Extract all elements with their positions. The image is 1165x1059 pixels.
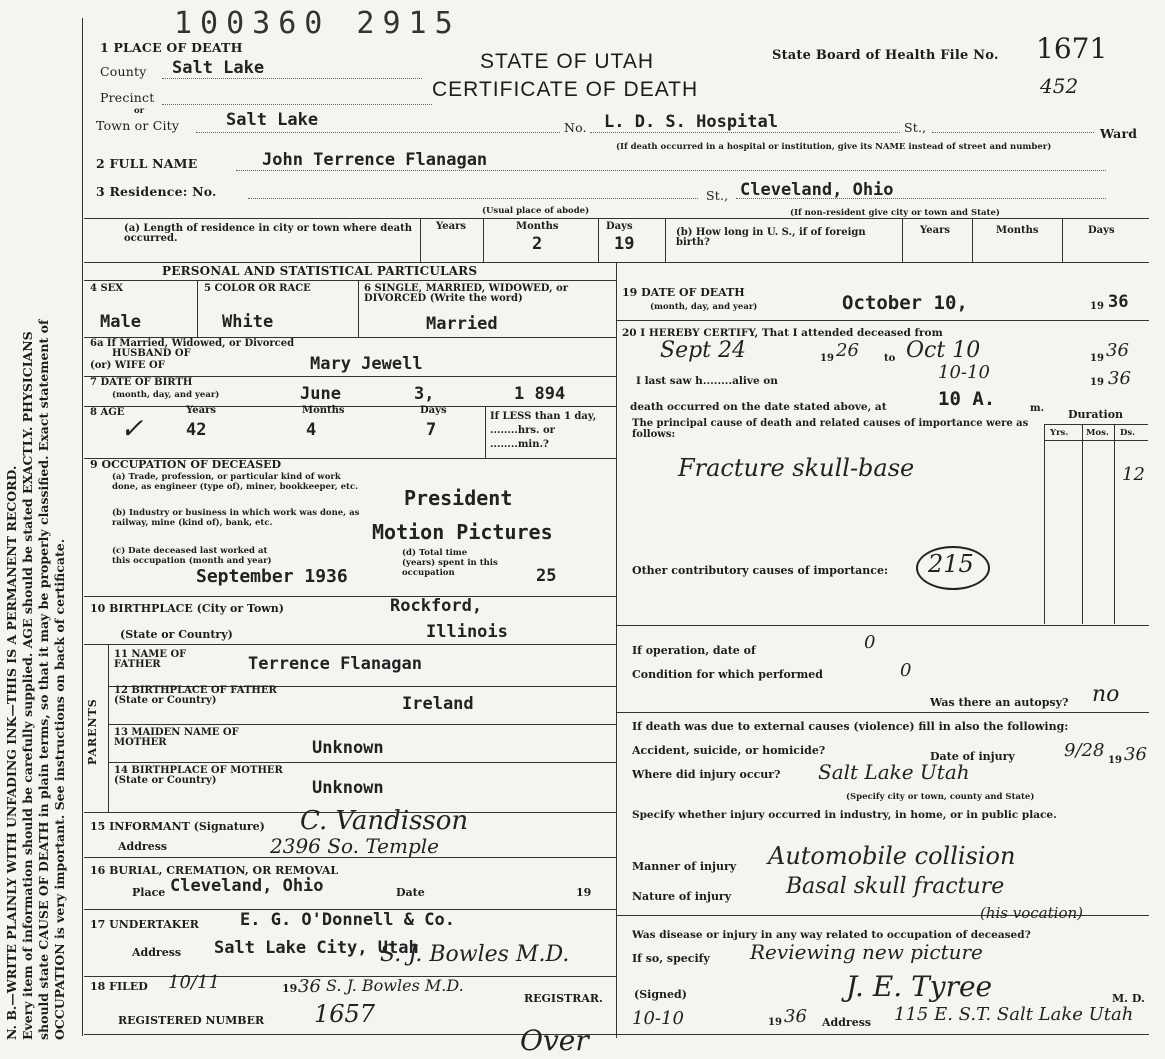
injury-year-prefix: 19 bbox=[1108, 755, 1122, 766]
physician-address: 115 E. S.T. Salt Lake Utah bbox=[894, 1004, 1134, 1025]
age-days-label: Days bbox=[420, 405, 447, 416]
attended-to: Oct 10 bbox=[906, 338, 981, 363]
husband-label: HUSBAND OF bbox=[112, 348, 191, 359]
rule bbox=[1044, 440, 1148, 441]
margin-line: should state CAUSE OF DEATH in plain terms, so that it may be properly classified. Exact statement of bbox=[36, 319, 51, 1040]
death-time: 10 A. bbox=[938, 388, 996, 410]
last-year-prefix: 19 bbox=[1090, 377, 1104, 388]
color-label: 5 COLOR OR RACE bbox=[204, 283, 311, 294]
marital-label: 6 SINGLE, MARRIED, WIDOWED, or DIVORCED (Write the word) bbox=[364, 283, 569, 304]
age-label: 8 AGE bbox=[90, 407, 125, 418]
informant-signature: C. Vandisson bbox=[300, 806, 469, 836]
age-less-label: If LESS than 1 day, ........hrs. or ........min.? bbox=[490, 411, 597, 450]
duration-label: Duration bbox=[1068, 408, 1124, 421]
us-residence-label: (b) How long in U. S., if of foreign birth? bbox=[676, 227, 866, 248]
length-of-residence-label: (a) Length of residence in city or town where death occurred. bbox=[124, 223, 413, 244]
rule bbox=[485, 406, 486, 458]
manner-value: Automobile collision bbox=[768, 842, 1016, 870]
occupation-d-value: 25 bbox=[536, 566, 557, 586]
sex-label: 4 SEX bbox=[90, 283, 124, 294]
cause-code: 215 bbox=[928, 550, 974, 578]
residence-value: Cleveland, Ohio bbox=[740, 180, 894, 200]
filed-year: 36 bbox=[298, 976, 321, 997]
death-date-value: October 10, bbox=[842, 292, 968, 314]
age-months-label: Months bbox=[302, 405, 345, 416]
rule bbox=[197, 280, 198, 337]
rule bbox=[420, 218, 421, 262]
residence-days: 19 bbox=[614, 234, 635, 254]
death-year-prefix: 19 bbox=[1090, 301, 1104, 312]
dob-month: June bbox=[300, 384, 341, 404]
margin-instructions bbox=[4, 40, 68, 1040]
occupation-d-label: (d) Total time (years) spent in this occupation bbox=[402, 548, 498, 578]
rule bbox=[616, 712, 1149, 713]
age-years-label: Years bbox=[186, 405, 217, 416]
nature-label: Nature of injury bbox=[632, 890, 732, 903]
rule bbox=[616, 625, 1149, 626]
rule bbox=[972, 218, 973, 262]
attended-to-year: 36 bbox=[1106, 340, 1129, 361]
birthplace-state: Illinois bbox=[426, 622, 508, 642]
accident-label: Accident, suicide, or homicide? bbox=[632, 744, 826, 757]
signed-date: 10-10 bbox=[632, 1008, 684, 1029]
dob-label: 7 DATE OF BIRTH bbox=[90, 377, 193, 388]
cause-duration-days: 12 bbox=[1122, 464, 1145, 485]
age-months: 4 bbox=[306, 420, 317, 440]
occupation-a-label: (a) Trade, profession, or particular kind of work done, as engineer (type of), miner, bookkeeper, etc. bbox=[112, 472, 359, 492]
rule bbox=[108, 644, 109, 812]
operation-label: If operation, date of bbox=[632, 644, 756, 657]
rule bbox=[84, 262, 1149, 263]
father-name: Terrence Flanagan bbox=[248, 654, 422, 674]
ward-label: Ward bbox=[1100, 126, 1138, 141]
rule bbox=[1044, 424, 1148, 425]
mother-name-label: 13 MAIDEN NAME OF MOTHER bbox=[114, 727, 239, 748]
occupation-c-value: September 1936 bbox=[196, 566, 348, 587]
last-saw-label: I last saw h........alive on bbox=[636, 375, 778, 387]
rule bbox=[84, 280, 616, 281]
filed-year-prefix: 19 bbox=[282, 982, 298, 995]
hospital-value: L. D. S. Hospital bbox=[604, 112, 778, 132]
manner-label: Manner of injury bbox=[632, 860, 737, 873]
external-intro: If death was due to external causes (violence) fill in also the following: bbox=[632, 720, 1069, 733]
physician-address-label: Address bbox=[822, 1016, 872, 1029]
filed-signature: S. J. Bowles M.D. bbox=[326, 976, 464, 995]
left-border bbox=[82, 18, 83, 1036]
principal-cause-label: The principal cause of death and related causes of importance were as follows: bbox=[632, 418, 1029, 440]
undertaker-value: E. G. O'Donnell & Co. bbox=[240, 910, 455, 930]
informant-label: 15 INFORMANT (Signature) bbox=[90, 820, 265, 833]
autopsy-value: no bbox=[1092, 682, 1120, 707]
attended-from-year: 26 bbox=[836, 340, 859, 361]
center-divider bbox=[616, 262, 617, 1038]
undertaker-address-label: Address bbox=[132, 946, 182, 959]
registrar-label: REGISTRAR. bbox=[524, 992, 603, 1005]
injury-year: 36 bbox=[1124, 744, 1147, 765]
autopsy-label: Was there an autopsy? bbox=[930, 696, 1069, 709]
removal-date-label: Date bbox=[396, 886, 425, 899]
rule bbox=[665, 218, 666, 262]
to-year-prefix: 19 bbox=[1090, 353, 1104, 364]
fill-line bbox=[162, 104, 432, 105]
or-label: or bbox=[134, 106, 145, 116]
full-name-label: 2 FULL NAME bbox=[96, 156, 198, 171]
m-label: m. bbox=[1030, 403, 1045, 414]
occurred-label: death occurred on the date stated above, at bbox=[630, 401, 887, 413]
color-value: White bbox=[222, 312, 274, 332]
town-value: Salt Lake bbox=[226, 110, 319, 130]
where-note: (Specify city or town, county and State) bbox=[846, 792, 1035, 802]
signed-year-prefix: 19 bbox=[768, 1017, 782, 1028]
us-months-label: Months bbox=[996, 225, 1039, 236]
last-year: 36 bbox=[1108, 368, 1131, 389]
attended-from: Sept 24 bbox=[660, 338, 747, 363]
physician-signature: J. E. Tyree bbox=[846, 970, 993, 1003]
birthplace-label: 10 BIRTHPLACE (City or Town) bbox=[90, 602, 284, 615]
filed-date: 10/11 bbox=[168, 972, 220, 993]
fill-line bbox=[736, 198, 1106, 199]
removal-label: 16 BURIAL, CREMATION, OR REMOVAL bbox=[90, 864, 339, 877]
file-label: State Board of Health File No. bbox=[772, 48, 999, 63]
certify-label: 20 I HEREBY CERTIFY, That I attended deceased from bbox=[622, 327, 943, 339]
fill-line bbox=[590, 132, 900, 133]
place-of-death-label: 1 PLACE OF DEATH bbox=[100, 40, 243, 55]
rule bbox=[1044, 424, 1045, 624]
occupation-label: 9 OCCUPATION OF DECEASED bbox=[90, 458, 282, 471]
wife-label: (or) WIFE OF bbox=[90, 360, 165, 371]
nonresident-note: (If non-resident give city or town and State) bbox=[790, 208, 1000, 218]
filed-label: 18 FILED bbox=[90, 980, 148, 993]
occupation-b-label: (b) Industry or business in which work was done, as railway, mine (kind of), bank, etc. bbox=[112, 508, 360, 528]
specify-label: Specify whether injury occurred in industry, in home, or in public place. bbox=[632, 809, 1057, 821]
ds-label: Ds. bbox=[1120, 428, 1136, 438]
usual-abode-note: (Usual place of abode) bbox=[482, 206, 590, 216]
to-label: to bbox=[884, 353, 896, 364]
rule bbox=[108, 762, 616, 763]
undertaker-address: Salt Lake City, Utah bbox=[214, 938, 419, 958]
if-so-label: If so, specify bbox=[632, 952, 710, 965]
removal-place-label: Place bbox=[132, 886, 166, 899]
age-checkmark: ✓ bbox=[120, 412, 144, 445]
father-name-label: 11 NAME OF FATHER bbox=[114, 649, 187, 670]
occupation-b-value: Motion Pictures bbox=[372, 520, 553, 544]
mother-birthplace-label: 14 BIRTHPLACE OF MOTHER (State or Country) bbox=[114, 765, 283, 786]
rule bbox=[84, 218, 1149, 219]
full-name-value: John Terrence Flanagan bbox=[262, 150, 488, 170]
serial-number: 100360 2915 bbox=[174, 6, 461, 41]
file-note: 452 bbox=[1040, 74, 1079, 98]
hospital-note: (If death occurred in a hospital or institution, give its NAME instead of street and number) bbox=[616, 142, 1052, 152]
death-year: 36 bbox=[1108, 292, 1129, 312]
margin-line: Every item of information should be carefully supplied. AGE should be stated EXACTLY. PHYSICIANS bbox=[20, 331, 35, 1040]
from-year-prefix: 19 bbox=[820, 353, 834, 364]
injury-date-label: Date of injury bbox=[930, 750, 1015, 763]
months-label: Months bbox=[516, 221, 559, 232]
occupation-c-label: (c) Date deceased last worked at this occupation (month and year) bbox=[112, 546, 272, 566]
rule bbox=[358, 280, 359, 337]
birthplace-city: Rockford, bbox=[390, 596, 483, 616]
years-label: Years bbox=[436, 221, 467, 232]
st-label: St., bbox=[904, 120, 927, 135]
sex-value: Male bbox=[100, 312, 141, 332]
rule bbox=[598, 218, 599, 262]
spouse-value: Mary Jewell bbox=[310, 354, 423, 374]
town-label: Town or City bbox=[96, 118, 180, 133]
md-label: M. D. bbox=[1112, 992, 1145, 1005]
removal-year-label: 19 bbox=[576, 886, 592, 899]
rule bbox=[84, 644, 616, 645]
residence-label: 3 Residence: No. bbox=[96, 184, 217, 199]
where-label: Where did injury occur? bbox=[632, 768, 781, 781]
residence-st-label: St., bbox=[706, 188, 729, 203]
county-label: County bbox=[100, 64, 147, 79]
rule bbox=[1082, 424, 1083, 624]
registered-number: 1657 bbox=[314, 1000, 376, 1028]
father-birthplace-label: 12 BIRTHPLACE OF FATHER (State or Country) bbox=[114, 685, 277, 706]
fill-line bbox=[196, 132, 560, 133]
rule bbox=[108, 724, 616, 725]
informant-address-label: Address bbox=[118, 840, 168, 853]
certificate-title: CERTIFICATE OF DEATH bbox=[432, 78, 699, 101]
file-number: 1671 bbox=[1036, 32, 1108, 65]
undertaker-label: 17 UNDERTAKER bbox=[90, 918, 199, 931]
nature-value: Basal skull fracture bbox=[786, 874, 1005, 899]
personal-section-title: PERSONAL AND STATISTICAL PARTICULARS bbox=[162, 264, 478, 278]
margin-line: OCCUPATION is very important. See instructions on back of certificate. bbox=[52, 538, 67, 1040]
yrs-label: Yrs. bbox=[1050, 428, 1069, 438]
age-years: 42 bbox=[186, 420, 207, 440]
fill-line bbox=[236, 170, 1106, 171]
parents-side-label: PARENTS bbox=[86, 698, 99, 765]
principal-cause: Fracture skull-base bbox=[678, 454, 915, 482]
other-causes-label: Other contributory causes of importance: bbox=[632, 564, 889, 577]
rule bbox=[1062, 218, 1063, 262]
condition-label: Condition for which performed bbox=[632, 668, 823, 681]
rule bbox=[902, 218, 903, 262]
registered-number-label: REGISTERED NUMBER bbox=[118, 1014, 265, 1027]
dob-day: 3, bbox=[414, 384, 435, 404]
county-value: Salt Lake bbox=[172, 58, 265, 78]
where-value: Salt Lake Utah bbox=[818, 760, 970, 784]
bottom-scrawl: Over bbox=[520, 1024, 589, 1057]
if-so-value: Reviewing new picture bbox=[750, 940, 983, 964]
birthplace-state-label: (State or Country) bbox=[120, 628, 233, 641]
precinct-label: Precinct bbox=[100, 90, 155, 105]
signed-year: 36 bbox=[784, 1006, 807, 1027]
us-days-label: Days bbox=[1088, 225, 1115, 236]
marital-value: Married bbox=[426, 314, 498, 334]
fill-line bbox=[162, 78, 422, 79]
fill-line bbox=[248, 198, 698, 199]
father-birthplace: Ireland bbox=[402, 694, 474, 714]
mos-label: Mos. bbox=[1086, 428, 1109, 438]
spouse-note: 6a If Married, Widowed, or Divorced bbox=[90, 338, 295, 349]
rule bbox=[84, 406, 616, 407]
injury-date: 9/28 bbox=[1064, 740, 1105, 761]
rule bbox=[84, 1034, 1149, 1035]
rule bbox=[483, 218, 484, 262]
fill-line bbox=[932, 132, 1094, 133]
mother-birthplace: Unknown bbox=[312, 778, 384, 798]
last-saw-value: 10-10 bbox=[938, 362, 990, 383]
rule bbox=[1114, 424, 1115, 624]
us-years-label: Years bbox=[920, 225, 951, 236]
occupation-note: (his vocation) bbox=[980, 904, 1083, 922]
death-date-sub: (month, day, and year) bbox=[650, 302, 758, 312]
days-label: Days bbox=[606, 221, 633, 232]
death-date-label: 19 DATE OF DEATH bbox=[622, 286, 745, 299]
margin-line: N. B.—WRITE PLAINLY WITH UNFADING INK—THIS IS A PERMANENT RECORD. bbox=[4, 465, 19, 1040]
informant-address: 2396 So. Temple bbox=[270, 834, 439, 858]
occupation-a-value: President bbox=[404, 486, 513, 510]
occupation-related-label: Was disease or injury in any way related to occupation of deceased? bbox=[632, 929, 1031, 941]
mother-name: Unknown bbox=[312, 738, 384, 758]
condition-value: 0 bbox=[900, 660, 912, 681]
rule bbox=[84, 596, 616, 597]
state-title: STATE OF UTAH bbox=[480, 50, 654, 73]
dob-sub: (month, day, and year) bbox=[112, 390, 220, 400]
dob-year: 1 894 bbox=[514, 384, 566, 404]
age-days: 7 bbox=[426, 420, 437, 440]
rule bbox=[616, 320, 1149, 321]
residence-months: 2 bbox=[532, 234, 543, 254]
signed-label: (Signed) bbox=[634, 988, 687, 1001]
undertaker-scrawl: S. J. Bowles M.D. bbox=[380, 942, 570, 967]
no-label: No. bbox=[564, 120, 587, 135]
removal-place: Cleveland, Ohio bbox=[170, 876, 324, 896]
operation-value: 0 bbox=[864, 632, 876, 653]
